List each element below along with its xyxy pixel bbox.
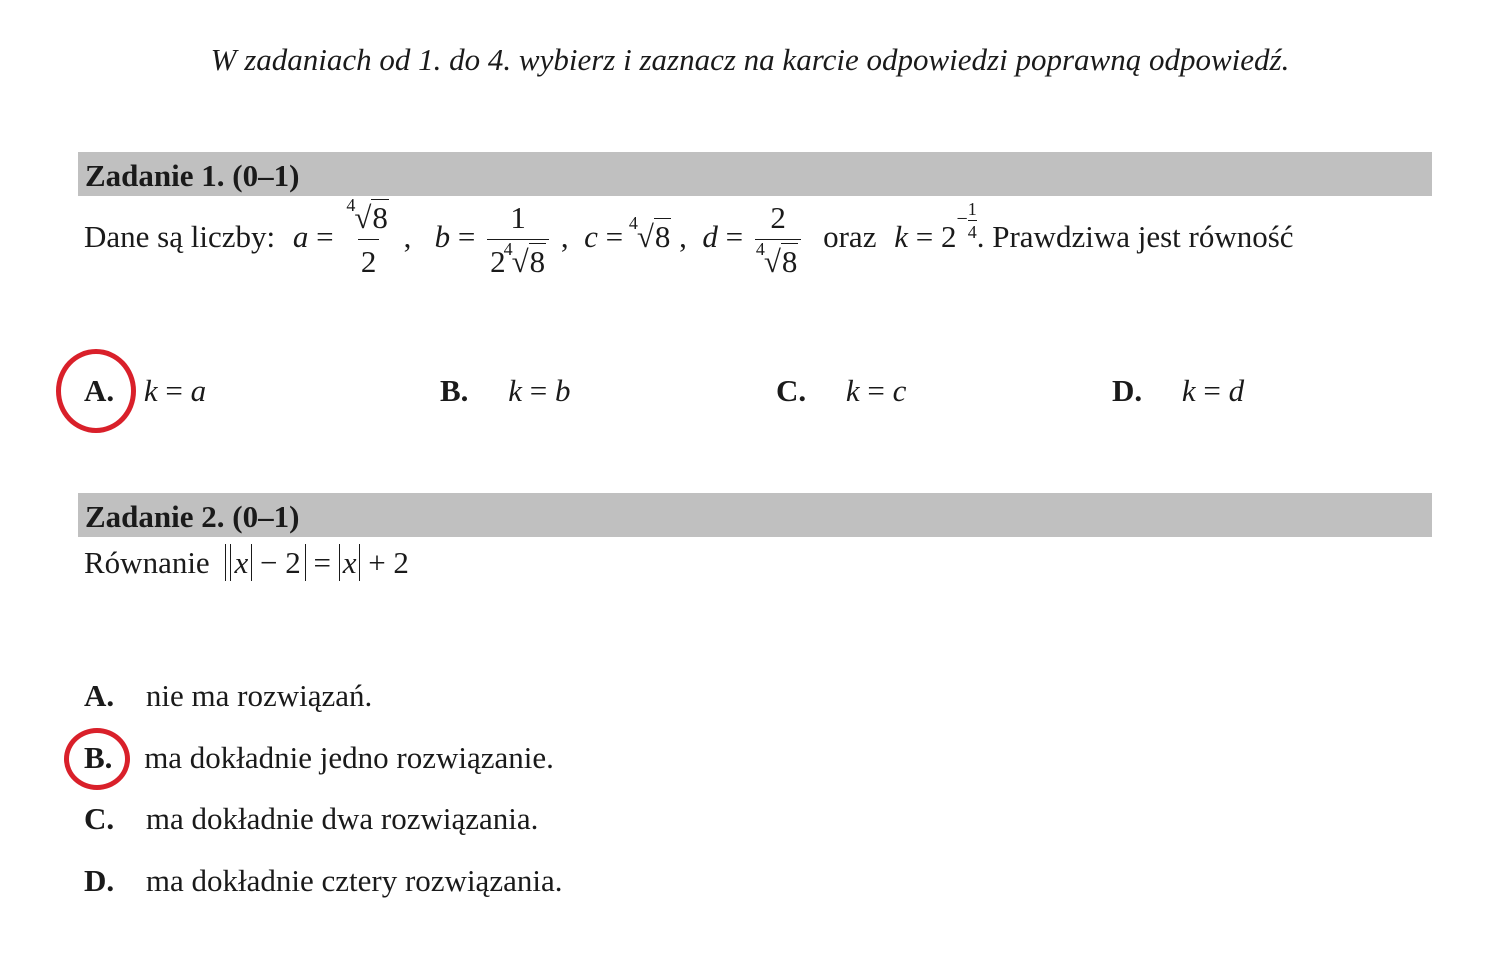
task1-statement: Dane są liczby: a = 4 √8 2 , b = 1 2 4 √8 , c = 4 √8 , d = 2 4 √8 oraz k = 2− $\frac{1}{4}$ . Prawdziwa jest równość: [84, 195, 1294, 279]
task1-option-a[interactable]: A. k = a: [84, 373, 207, 408]
var-c: c: [584, 219, 598, 255]
inner-absolute-value: x: [339, 544, 361, 581]
task2-header: Zadanie 2. (0–1): [78, 493, 1432, 537]
task2-option-c[interactable]: C. ma dokładnie dwa rozwiązania.: [84, 801, 539, 836]
fraction-d: 2 4 √8: [755, 202, 802, 278]
var-b: b: [434, 219, 451, 255]
task2-option-a[interactable]: A. nie ma rozwiązań.: [84, 678, 373, 713]
var-a: a: [292, 219, 309, 255]
k-exponent: − $\frac{1}{4}$: [956, 199, 977, 243]
task1-option-b[interactable]: B. k = b: [440, 373, 571, 408]
task1-option-d[interactable]: D. k = d: [1112, 373, 1245, 408]
var-d: d: [702, 219, 718, 255]
root-a-numerator: 4 √8: [346, 195, 388, 235]
task2-intro: Równanie: [84, 545, 210, 580]
fraction-a: 4 √8 2: [346, 195, 388, 279]
answer-mark-circle-task2: [64, 728, 130, 790]
task2-option-d[interactable]: D. ma dokładnie cztery rozwiązania.: [84, 863, 563, 898]
answer-mark-circle-task1: [56, 349, 136, 433]
oraz-word: oraz: [823, 219, 877, 255]
task2-statement: Równanie x − 2 = x + 2: [84, 545, 409, 580]
task1-header: Zadanie 1. (0–1): [78, 152, 1432, 196]
root-c: 4 √8: [628, 213, 671, 255]
root-b-denominator: 4 √8: [503, 238, 546, 279]
outer-absolute-value: x − 2: [225, 544, 305, 581]
k-base: 2: [940, 219, 957, 255]
task2-option-b[interactable]: B. ma dokładnie jedno rozwiązanie.: [84, 740, 554, 775]
var-k: k: [894, 219, 908, 255]
fraction-b: 1 2 4 √8: [487, 202, 549, 278]
instruction-text: W zadaniach od 1. do 4. wybierz i zaznacz na karcie odpowiedzi poprawną odpowiedź.: [210, 42, 1290, 77]
root-d-denominator: 4 √8: [755, 238, 798, 279]
task1-intro: Dane są liczby:: [84, 219, 276, 255]
task1-outro: . Prawdziwa jest równość: [976, 219, 1294, 255]
task1-option-c[interactable]: C. k = c: [776, 373, 907, 408]
